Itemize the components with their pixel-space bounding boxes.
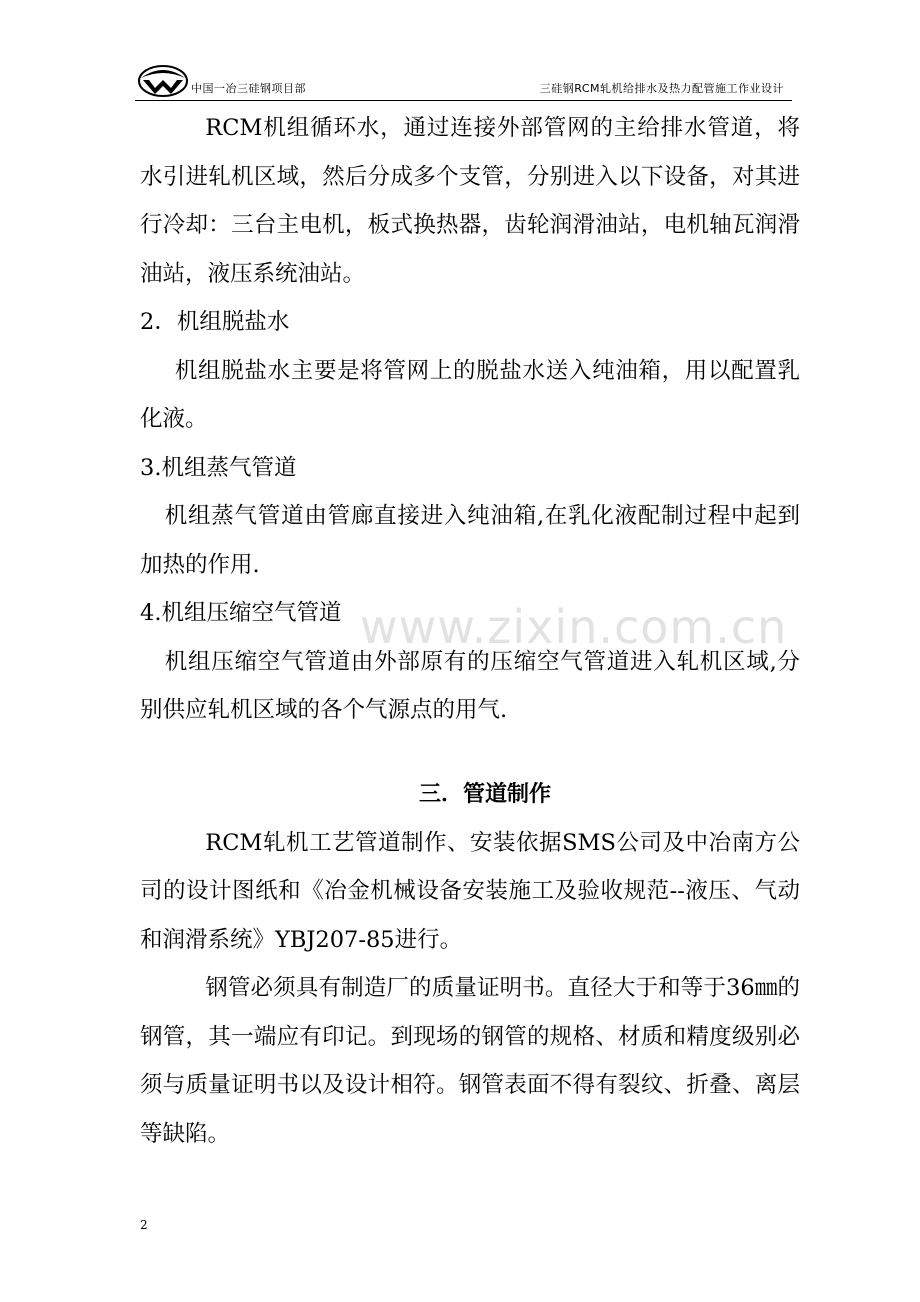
- heading-desalted-water: 2．机组脱盐水: [140, 309, 290, 335]
- paragraph-desalted-water: 机组脱盐水主要是将管网上的脱盐水送入纯油箱，用以配置乳化液。: [140, 357, 800, 432]
- page-number: 2: [140, 1218, 148, 1232]
- page-header: [135, 62, 792, 101]
- header-document-title: 三硅钢RCM轧机给排水及热力配管施工作业设计: [539, 82, 784, 95]
- header-org-name: 中国一冶三硅钢项目部: [191, 82, 306, 95]
- paragraph-compressed-air: 机组压缩空气管道由外部原有的压缩空气管道进入轧机区域,分别供应轧机区域的各个气源点的用气.: [140, 648, 800, 723]
- watermark-text: www.zixin.com.cn: [360, 600, 788, 654]
- paragraph-fabrication-basis: RCM轧机工艺管道制作、安装依据SMS公司及中冶南方公司的设计图纸和《冶金机械设备安装施工及验收规范--液压、气动和润滑系统》YBJ207-85进行。: [140, 829, 800, 953]
- document-body: [140, 104, 800, 1158]
- heading-steam-pipe: 3.机组蒸气管道: [140, 454, 297, 481]
- heading-compressed-air: 4.机组压缩空气管道: [140, 600, 342, 626]
- company-logo-icon: [137, 64, 189, 98]
- paragraph-steel-pipe-requirements: 钢管必须具有制造厂的质量证明书。直径大于和等于36㎜的钢管，其一端应有印记。到现场的钢管的规格、材质和精度级别必须与质量证明书以及设计相符。钢管表面不得有裂纹、折叠、离层等缺陷。: [140, 975, 800, 1147]
- section-title-pipe-fabrication: 三．管道制作: [418, 781, 551, 807]
- paragraph-steam-pipe: 机组蒸气管道由管廊直接进入纯油箱,在乳化液配制过程中起到加热的作用.: [140, 503, 800, 578]
- paragraph-circulating-water: RCM机组循环水，通过连接外部管网的主给排水管道，将水引进轧机区域，然后分成多个支管，分别进入以下设备，对其进行冷却：三台主电机，板式换热器，齿轮润滑油站，电机轴瓦润滑油站，液压系统油站。: [140, 115, 800, 287]
